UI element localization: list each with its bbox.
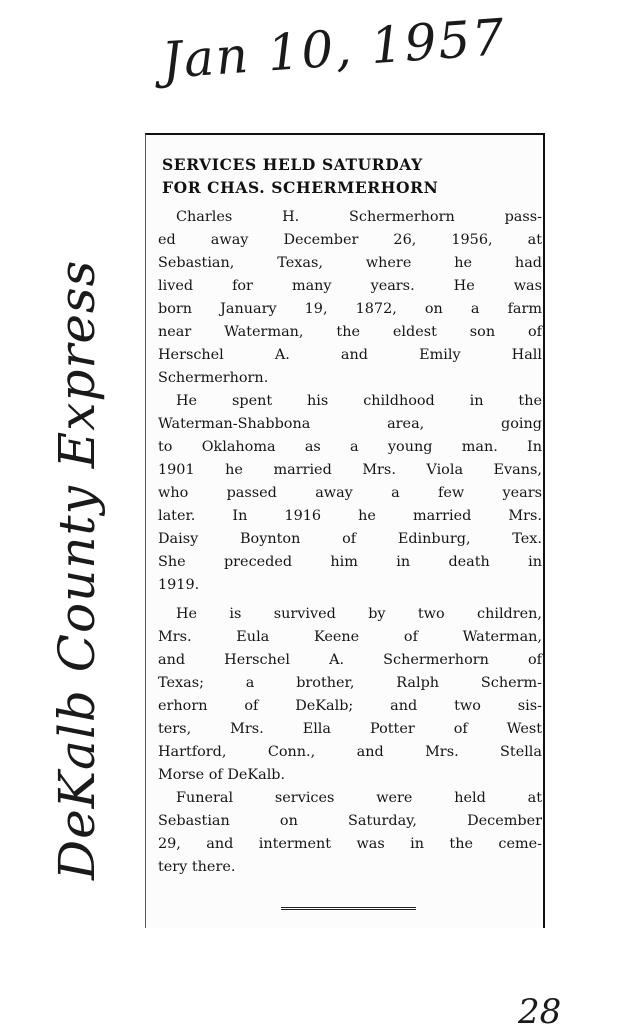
article-headline xyxy=(162,153,532,199)
article-line: Waterman-Shabbona area, going xyxy=(158,416,542,432)
article-line: lived for many years. He was xyxy=(158,278,542,294)
article-line: Sebastian on Saturday, December xyxy=(158,813,542,829)
article-line: She preceded him in death in xyxy=(158,554,542,570)
article-line: 1919. xyxy=(158,577,200,593)
headline-line-2: FOR CHAS. SCHERMERHORN xyxy=(162,178,439,197)
article-line: tery there. xyxy=(158,859,236,875)
article-line: Funeral services were held at xyxy=(176,790,542,806)
headline-line-1: SERVICES HELD SATURDAY xyxy=(162,155,423,174)
article-line: to Oklahoma as a young man. In xyxy=(158,439,542,455)
article-line: ed away December 26, 1956, at xyxy=(158,232,542,248)
article-line: Mrs. Eula Keene of Waterman, xyxy=(158,629,542,645)
article-line: Texas; a brother, Ralph Scherm- xyxy=(158,675,542,691)
article-line: He spent his childhood in the xyxy=(176,393,542,409)
end-rule xyxy=(281,907,416,910)
handwritten-date: Jan 10, 1957 xyxy=(160,7,508,90)
article-line: Schermerhorn. xyxy=(158,370,269,386)
article-line: Morse of DeKalb. xyxy=(158,767,286,783)
handwritten-page-number: 28 xyxy=(518,992,562,1032)
article-line: He is survived by two children, xyxy=(176,606,542,622)
article-line: near Waterman, the eldest son of xyxy=(158,324,542,340)
article-line: later. In 1916 he married Mrs. xyxy=(158,508,542,524)
article-line: born January 19, 1872, on a farm xyxy=(158,301,542,317)
article-line: 29, and interment was in the ceme- xyxy=(158,836,542,852)
article-line: erhorn of DeKalb; and two sis- xyxy=(158,698,542,714)
article-line: ters, Mrs. Ella Potter of West xyxy=(158,721,542,737)
article-line: Sebastian, Texas, where he had xyxy=(158,255,542,271)
handwritten-source-note: DeKalb County Express xyxy=(48,259,106,880)
article-line: Hartford, Conn., and Mrs. Stella xyxy=(158,744,542,760)
newspaper-clipping xyxy=(145,133,545,928)
article-line: who passed away a few years xyxy=(158,485,542,501)
article-line: Charles H. Schermerhorn pass- xyxy=(176,209,542,225)
article-line: Herschel A. and Emily Hall xyxy=(158,347,542,363)
article-line: and Herschel A. Schermerhorn of xyxy=(158,652,542,668)
article-line: Daisy Boynton of Edinburg, Tex. xyxy=(158,531,542,547)
article-line: 1901 he married Mrs. Viola Evans, xyxy=(158,462,542,478)
